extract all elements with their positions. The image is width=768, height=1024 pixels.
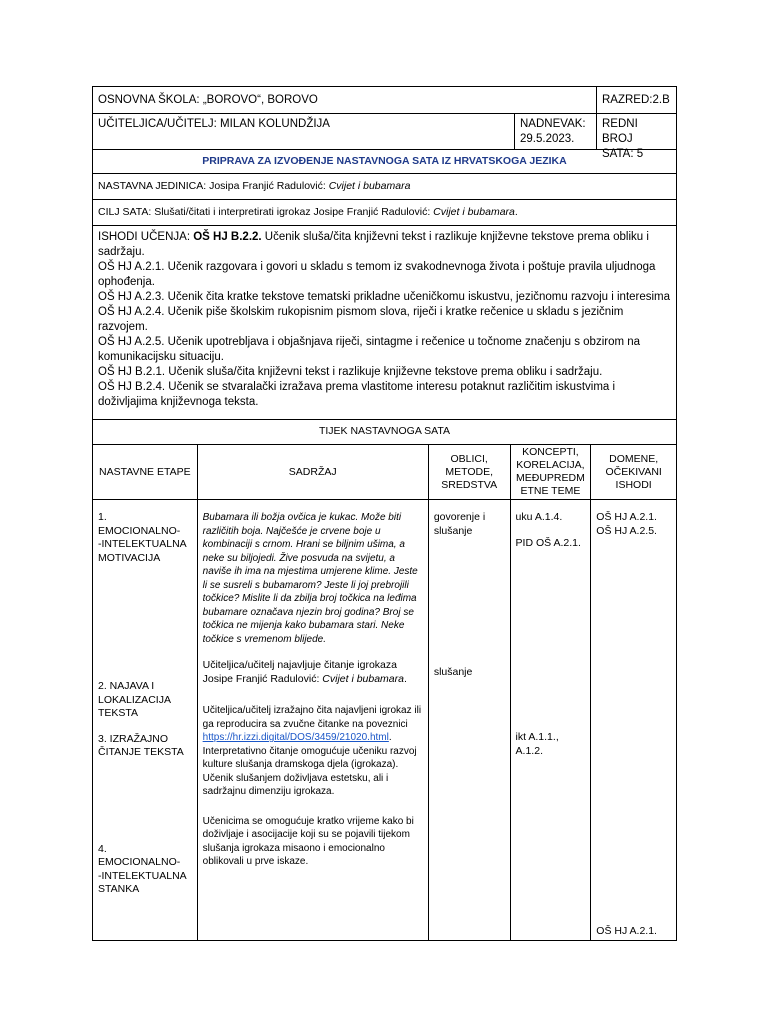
goal-row bbox=[92, 200, 677, 226]
prep-title: PRIPRAVA ZA IZVOĐENJE NASTAVNOGA SATA IZ HRVATSKOGA JEZIKA bbox=[202, 155, 567, 167]
col-forms: OBLICI, METODE, SREDSTVA bbox=[428, 445, 510, 499]
domain-outcome: OŠ HJ A.2.1. bbox=[596, 511, 657, 523]
column-header-row bbox=[92, 445, 677, 500]
goal-text: Slušati/čitati i interpretirati igrokaz Josipe Franjić Radulović: bbox=[154, 206, 434, 218]
outcome-item: OŠ HJ A.2.5. Učenik upotrebljava i objašnjava riječi, sintagme i rečenice u točnome značenju s obzirom na komunikacijsku situaciju. bbox=[98, 336, 641, 363]
learning-outcomes bbox=[93, 226, 676, 419]
announcement-text bbox=[203, 659, 423, 686]
motivation-text: Bubamara ili božja ovčica je kukac. Može biti različitih boja. Najčešće je crvene boje u kombinaciji s crnom. Hrani se biljnim ušima, a neke su biljojedi. Žive posvuda na svijetu, a naviše ih ima na mjestima umjerene klime. Jeste li se susreli s bubamarom? Jeste li joj prebrojili točkice? Mislite li da zbilja broj točkica na leđima bubamare označava njezin broj godina? Broj se točkica ne mijenja kako bubamara stari. Neke točkice s vremenom blijede. bbox=[202, 512, 418, 645]
lesson-goal bbox=[93, 200, 676, 225]
stage-name: 4. EMOCIONALNO- -INTELEKTUALNA STANKA bbox=[98, 842, 187, 895]
unit-row bbox=[92, 174, 677, 200]
announcement-work: Cvijet i bubamara bbox=[322, 672, 404, 685]
unit-work: Cvijet i bubamara bbox=[328, 180, 411, 192]
content-column bbox=[197, 500, 428, 940]
outcome-main-text: Učenik sluša/čita književni tekst i razlikuje književne tekstove prema obliku i sadržaju. bbox=[98, 231, 649, 258]
col-stages: NASTAVNE ETAPE bbox=[99, 465, 191, 478]
stages-column bbox=[93, 500, 197, 940]
reading-text bbox=[203, 704, 423, 799]
grade: RAZRED:2.B bbox=[596, 87, 676, 113]
unit-label: NASTAVNA JEDINICA: bbox=[98, 180, 210, 192]
lesson-plan bbox=[92, 86, 677, 941]
flow-title-row bbox=[92, 420, 677, 445]
lesson-number-value: SATA: 5 bbox=[602, 148, 644, 160]
outcome-main bbox=[98, 230, 671, 260]
unit-author: Josipa Franjić Radulović: bbox=[209, 180, 329, 192]
outcome-item: OŠ HJ A.2.3. Učenik čita kratke tekstove tematski prikladne učeničkomu iskustvu, jezičnomu razvoju i interesima bbox=[98, 291, 671, 303]
outcome-item: OŠ HJ B.2.4. Učenik se stvaralački izražava prema vlastitome interesu potaknut različitim iskustvima i doživljajima književnoga teksta. bbox=[98, 381, 616, 408]
goal-end: . bbox=[514, 206, 518, 218]
stages-row bbox=[92, 500, 677, 941]
forms-announcement: slušanje bbox=[433, 666, 473, 678]
concepts-uku: uku A.1.4. bbox=[515, 511, 563, 523]
outcome-item: OŠ HJ B.2.1. Učenik sluša/čita književni tekst i razlikuje književne tekstove prema obliku i sadržaju. bbox=[98, 366, 603, 378]
col-concepts: KONCEPTI, KORELACIJA, MEĐUPREDM ETNE TEME bbox=[510, 445, 591, 499]
prep-title-row bbox=[92, 150, 677, 174]
stage-name: 3. IZRAŽAJNO ČITANJE TEKSTA bbox=[98, 732, 184, 758]
announcement-body: Učiteljica/učitelj najavljuje čitanje igrokaza Josipe Franjić Radulović: bbox=[202, 659, 397, 685]
concepts-column bbox=[510, 500, 591, 940]
domain-outcome: OŠ HJ A.2.1. bbox=[596, 924, 657, 937]
concepts-ikt: ikt A.1.1., A.1.2. bbox=[515, 731, 559, 757]
date-label: NADNEVAK: bbox=[520, 118, 586, 130]
lesson-number-cell bbox=[596, 114, 676, 160]
outcomes-label: ISHODI UČENJA: bbox=[98, 231, 194, 243]
forms-motivation: govorenje i slušanje bbox=[433, 511, 486, 537]
goal-label: CILJ SATA: bbox=[98, 206, 155, 218]
teacher-name: UČITELJICA/UČITELJ: MILAN KOLUNDŽIJA bbox=[98, 118, 330, 130]
audio-reader-link[interactable]: https://hr.izzi.digital/DOS/3459/21020.html bbox=[202, 732, 389, 743]
goal-work: Cvijet i bubamara bbox=[433, 206, 515, 218]
domain-outcome: OŠ HJ A.2.5. bbox=[596, 524, 657, 537]
col-content: SADRŽAJ bbox=[197, 445, 428, 499]
outcome-item: OŠ HJ A.2.4. Učenik piše školskim rukopisnim pismom slova, riječi i kratke rečenice u skladu s jezičnim razvojem. bbox=[98, 306, 624, 333]
outcome-item: OŠ HJ A.2.1. Učenik razgovara i govori u skladu s temom iz svakodnevnoga života i poštuje pravila uljudnoga ophođenja. bbox=[98, 261, 656, 288]
flow-title: TIJEK NASTAVNOGA SATA bbox=[318, 425, 451, 437]
teacher-row bbox=[92, 114, 677, 160]
date-value: 29.5.2023. bbox=[520, 133, 575, 145]
outcome-main-code: OŠ HJ B.2.2. bbox=[193, 231, 262, 243]
col-domains: DOMENE, OČEKIVANI ISHODI bbox=[590, 445, 676, 499]
pause-text: Učenicima se omogućuje kratko vrijeme kako bi doživljaje i asocijacije koji su se pojavili tijekom slušanja igrokaza misaono i emocionalno oblikovali u prve iskaze. bbox=[202, 815, 414, 867]
domains-column bbox=[590, 500, 676, 940]
stage-name: 2. NAJAVA I LOKALIZACIJA TEKSTA bbox=[98, 680, 171, 719]
school-name: OSNOVNA ŠKOLA: „BOROVO“, BOROVO bbox=[98, 94, 318, 106]
teaching-unit bbox=[93, 174, 676, 199]
school-row bbox=[92, 86, 677, 114]
announcement-end: . bbox=[403, 672, 407, 685]
reading-body: Učiteljica/učitelj izražajno čita najavljeni igrokaz ili ga reproducira sa zvučne čitanke na poveznici bbox=[202, 705, 422, 730]
forms-column bbox=[428, 500, 510, 940]
reading-post: . Interpretativno čitanje omogućuje učeniku razvoj kulture slušanja dramskoga djela (igrokaza). Učenik slušanjem doživljava estetsku, ali i sadržajnu dimenziju igrokaza. bbox=[202, 732, 417, 797]
outcomes-row bbox=[92, 226, 677, 420]
lesson-number-label: REDNI BROJ bbox=[602, 118, 638, 145]
date-cell bbox=[514, 114, 596, 149]
concepts-pid: PID OŠ A.2.1. bbox=[515, 536, 581, 549]
stage-name: 1. EMOCIONALNO- -INTELEKTUALNA MOTIVACIJA bbox=[98, 511, 187, 564]
